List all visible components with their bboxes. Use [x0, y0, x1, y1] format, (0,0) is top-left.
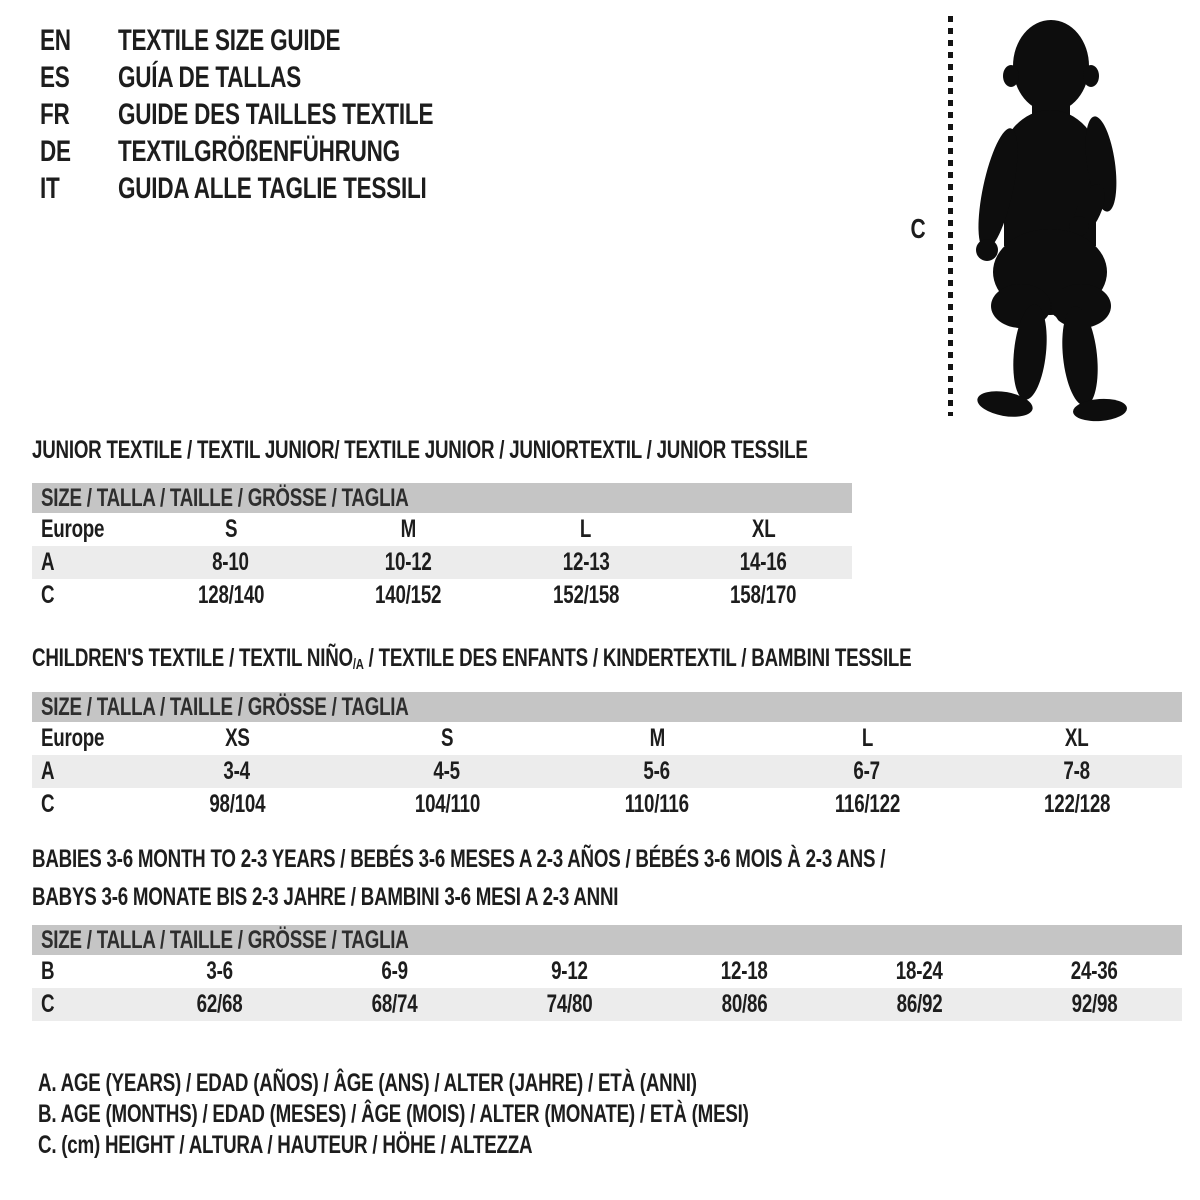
- lang-row-fr: [40, 96, 538, 133]
- guide-title-it: GUIDA ALLE TAGLIE TESSILI: [118, 172, 427, 205]
- babies-size-header-bar: SIZE / TALLA / TAILLE / GRÖSSE / TAGLIA: [32, 925, 1182, 955]
- height-dashed-line: [948, 16, 953, 416]
- lang-row-en: [40, 22, 538, 59]
- legend-block: [38, 1068, 986, 1161]
- children-height-row: C 98/104 104/110 110/116 116/122 122/128: [41, 790, 1111, 818]
- children-section-title: CHILDREN'S TEXTILE / TEXTIL NIÑO/A / TEXTILE DES ENFANTS / KINDERTEXTIL / BAMBINI TESSILE: [32, 644, 912, 673]
- junior-size-header-bar: SIZE / TALLA / TAILLE / GRÖSSE / TAGLIA: [32, 483, 852, 513]
- children-size-xs: XS: [224, 724, 250, 752]
- babies-section-title-line1: BABIES 3-6 MONTH TO 2-3 YEARS / BEBÉS 3-6 MESES A 2-3 AÑOS / BÉBÉS 3-6 MOIS À 2-3 ANS /: [32, 845, 886, 873]
- babies-size-table: [32, 925, 1182, 1021]
- junior-age-row: A 8-10 10-12 12-13 14-16: [32, 546, 852, 579]
- junior-size-l: L: [580, 515, 592, 543]
- junior-size-xl: XL: [751, 515, 776, 543]
- lang-code-it: IT: [40, 172, 60, 205]
- guide-title-es: GUÍA DE TALLAS: [118, 61, 302, 94]
- lang-code-es: ES: [40, 61, 70, 94]
- babies-height-row: C 62/68 68/74 74/80 80/86 86/92 92/98: [32, 988, 1182, 1021]
- junior-columns-row: [32, 513, 852, 546]
- junior-size-table: [32, 483, 852, 612]
- children-size-s: S: [440, 724, 454, 752]
- junior-region-label: Europe: [41, 515, 105, 543]
- lang-row-de: [40, 133, 538, 170]
- children-size-l: L: [861, 724, 873, 752]
- legend-age-years: A. AGE (YEARS) / EDAD (AÑOS) / ÂGE (ANS) / ALTER (JAHRE) / ETÀ (ANNI): [38, 1069, 697, 1097]
- legend-height-cm: C. (cm) HEIGHT / ALTURA / HAUTEUR / HÖHE / ALTEZZA: [38, 1131, 533, 1159]
- junior-height-row: C 128/140 140/152 152/158 158/170: [41, 581, 797, 609]
- toddler-silhouette-icon: [958, 14, 1140, 422]
- children-age-row: A 3-4 4-5 5-6 6-7 7-8: [32, 755, 1182, 788]
- guide-title-fr: GUIDE DES TAILLES TEXTILE: [118, 98, 434, 131]
- lang-row-es: [40, 59, 538, 96]
- babies-section-title-line2: BABYS 3-6 MONATE BIS 2-3 JAHRE / BAMBINI 3-6 MESI A 2-3 ANNI: [32, 883, 619, 911]
- lang-row-it: [40, 170, 538, 207]
- lang-code-en: EN: [40, 24, 71, 57]
- legend-age-months: B. AGE (MONTHS) / EDAD (MESES) / ÂGE (MOIS) / ALTER (MONATE) / ETÀ (MESI): [38, 1100, 749, 1128]
- language-title-block: [40, 22, 538, 207]
- lang-code-de: DE: [40, 135, 71, 168]
- junior-size-m: M: [400, 515, 416, 543]
- junior-size-s: S: [224, 515, 237, 543]
- babies-months-row: B 3-6 6-9 9-12 12-18 18-24 24-36: [41, 957, 1118, 985]
- lang-code-fr: FR: [40, 98, 70, 131]
- children-columns-row: [32, 722, 1182, 755]
- children-size-header-bar: SIZE / TALLA / TAILLE / GRÖSSE / TAGLIA: [32, 692, 1182, 722]
- children-region-label: Europe: [41, 724, 105, 752]
- children-size-table: [32, 692, 1182, 821]
- junior-section-title: JUNIOR TEXTILE / TEXTIL JUNIOR/ TEXTILE JUNIOR / JUNIORTEXTIL / JUNIOR TESSILE: [32, 436, 808, 464]
- guide-title-de: TEXTILGRÖßENFÜHRUNG: [118, 135, 400, 168]
- guide-title-en: TEXTILE SIZE GUIDE: [118, 24, 341, 57]
- children-size-m: M: [649, 724, 665, 752]
- children-size-xl: XL: [1065, 724, 1089, 752]
- height-marker-label: C: [910, 213, 926, 244]
